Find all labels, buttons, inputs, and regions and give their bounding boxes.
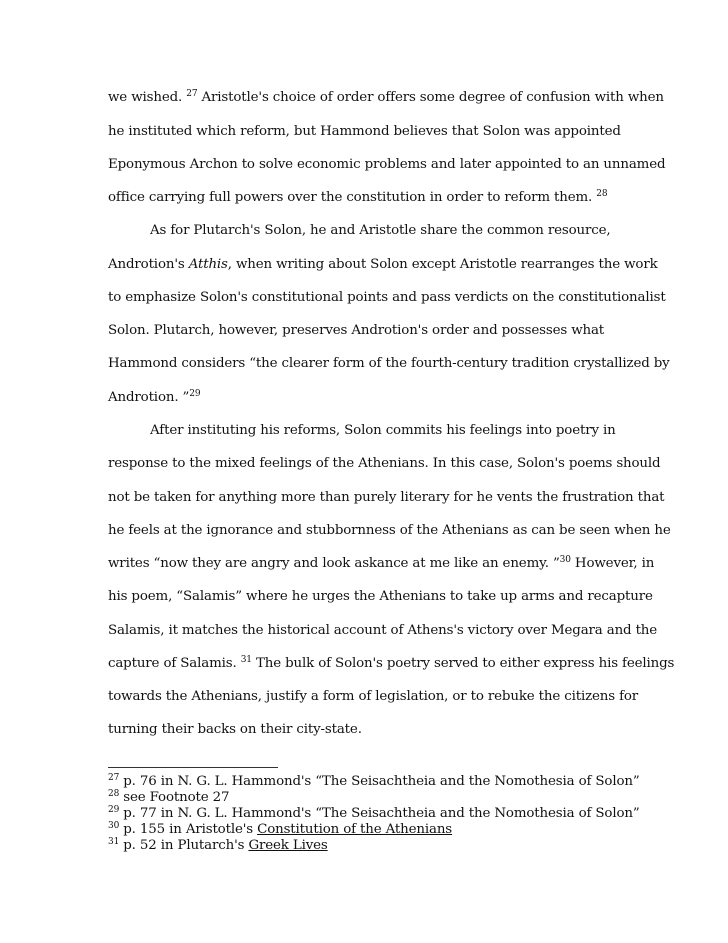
- footnote-30: [108, 822, 648, 838]
- body-line-9: Hammond considers “the clearer form of the fourth-century tradition crystallized by: [108, 356, 670, 371]
- body-line-17: Salamis, it matches the historical account of Athens's victory over Megara and the: [108, 623, 658, 638]
- body-line-13: not be taken for anything more than purely literary for he vents the frustration that: [108, 490, 665, 505]
- footnote-31: [108, 838, 648, 854]
- footnote-number: 30: [108, 821, 120, 831]
- footnote-28: [108, 790, 648, 806]
- body-line-11: After instituting his reforms, Solon commits his feelings into poetry in: [150, 423, 616, 438]
- footnote-ref-29: 29: [189, 389, 201, 399]
- body-line-1: [108, 89, 664, 106]
- footnote-27: [108, 774, 648, 790]
- footnote-ref-28: 28: [596, 189, 608, 199]
- text-run: writes “now they are angry and look askance at me like an enemy. ”: [108, 556, 560, 571]
- footnote-number: 29: [108, 805, 120, 815]
- body-line-6: [108, 257, 658, 273]
- footnote-number: 27: [108, 773, 120, 783]
- body-line-20: turning their backs on their city-state.: [108, 722, 362, 737]
- text-run: capture of Salamis.: [108, 656, 237, 671]
- body-line-18: [108, 655, 675, 672]
- text-run: we wished.: [108, 90, 183, 105]
- footnote-ref-31: 31: [240, 655, 252, 665]
- body-line-16: his poem, “Salamis” where he urges the Athenians to take up arms and recapture: [108, 589, 653, 604]
- body-line-4: [108, 190, 628, 206]
- body-line-10: [108, 390, 628, 406]
- italic-title: Atthis: [188, 257, 228, 272]
- footnote-text: p. 155 in Aristotle's: [119, 822, 258, 837]
- text-run: However, in: [570, 556, 655, 571]
- body-line-3: Eponymous Archon to solve economic problems and later appointed to an unnamed: [108, 157, 666, 172]
- text-run: Androtion. ”: [108, 390, 190, 405]
- footnote-text: p. 76 in N. G. L. Hammond's “The Seisachtheia and the Nomothesia of Solon”: [119, 774, 640, 789]
- body-line-14: he feels at the ignorance and stubbornness of the Athenians as can be seen when he: [108, 523, 671, 538]
- footnote-number: 28: [108, 789, 120, 799]
- underlined-title: Constitution of the Athenians: [257, 822, 453, 837]
- text-run: office carrying full powers over the constitution in order to reform them.: [108, 190, 593, 205]
- footnote-number: 31: [108, 837, 120, 847]
- footnote-text: p. 52 in Plutarch's: [119, 838, 249, 853]
- underlined-title: Greek Lives: [248, 838, 328, 853]
- body-line-2: he instituted which reform, but Hammond believes that Solon was appointed: [108, 124, 621, 139]
- text-run: Androtion's: [108, 257, 185, 272]
- text-run: The bulk of Solon's poetry served to either express his feelings: [255, 656, 675, 671]
- footnote-29: [108, 806, 648, 822]
- body-line-15: [108, 555, 655, 572]
- footnote-text: see Footnote 27: [119, 790, 230, 805]
- body-line-7: to emphasize Solon's constitutional points and pass verdicts on the constitutionalist: [108, 290, 666, 305]
- body-line-12: response to the mixed feelings of the Athenians. In this case, Solon's poems should: [108, 456, 661, 471]
- body-line-5: As for Plutarch's Solon, he and Aristotle share the common resource,: [150, 223, 611, 238]
- text-run: Aristotle's choice of order offers some degree of confusion with when: [201, 90, 664, 105]
- footnote-text: p. 77 in N. G. L. Hammond's “The Seisachtheia and the Nomothesia of Solon”: [119, 806, 640, 821]
- footnote-ref-30: 30: [559, 555, 571, 565]
- footnote-ref-27: 27: [186, 89, 198, 99]
- text-run: , when writing about Solon except Aristotle rearranges the work: [227, 257, 658, 272]
- body-line-8: Solon. Plutarch, however, preserves Androtion's order and possesses what: [108, 323, 605, 338]
- body-line-19: towards the Athenians, justify a form of legislation, or to rebuke the citizens for: [108, 689, 639, 704]
- footnote-divider: [108, 767, 278, 768]
